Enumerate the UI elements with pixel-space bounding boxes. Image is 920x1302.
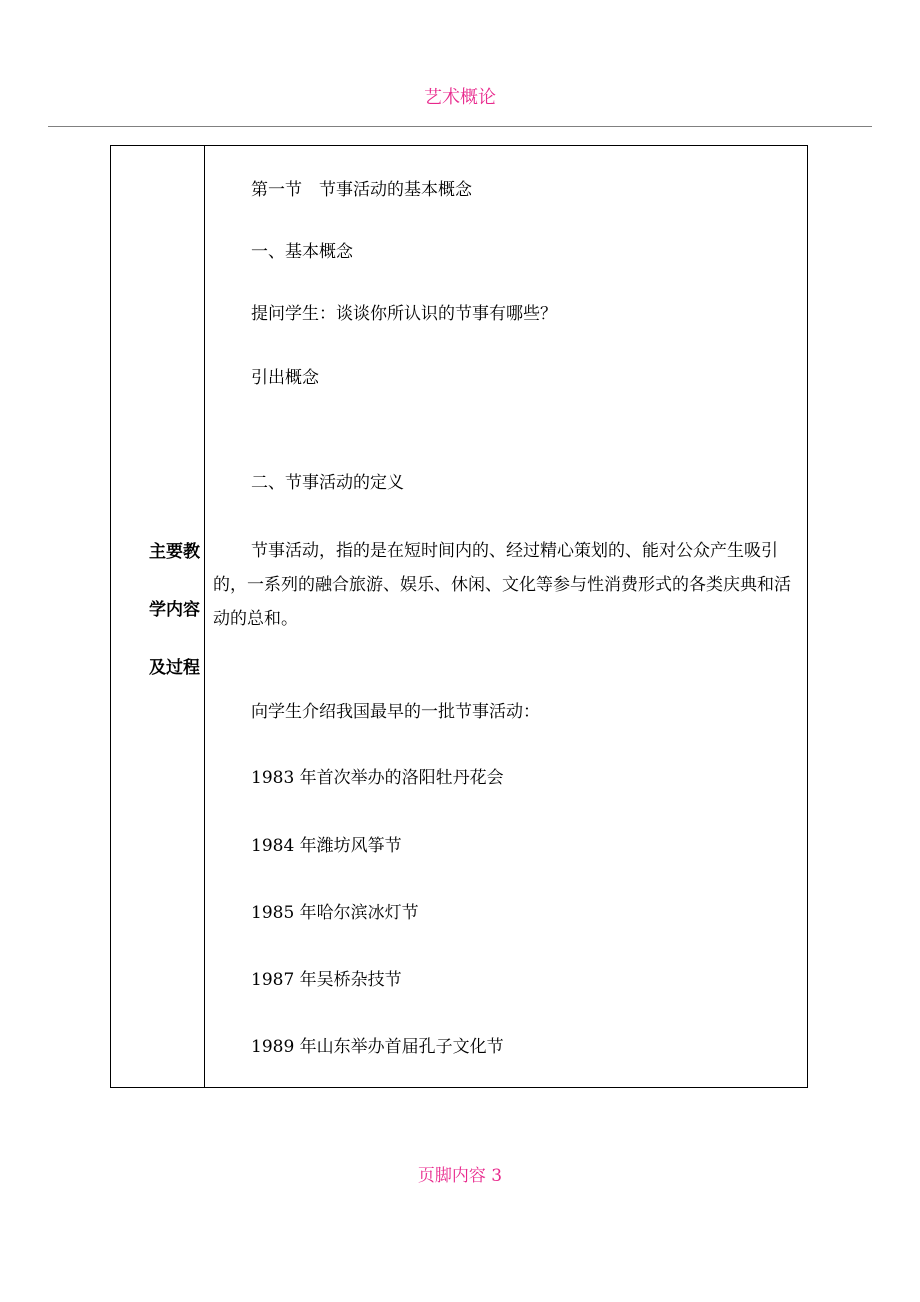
subheading-definition: 二、节事活动的定义 [251, 473, 404, 493]
header-divider [48, 126, 872, 127]
event-item: 1983 年首次举办的洛阳牡丹花会 [251, 768, 504, 788]
question-text: 提问学生：谈谈你所认识的节事有哪些？ [251, 304, 557, 324]
row-label-line-3: 及过程 [149, 658, 200, 678]
page-header-title: 艺术概论 [424, 87, 496, 108]
event-item: 1987 年吴桥杂技节 [251, 970, 402, 990]
row-label-line-2: 学内容 [149, 600, 200, 620]
row-content-cell [205, 146, 807, 1087]
row-label-cell [111, 146, 205, 1087]
lead-in-text: 引出概念 [251, 368, 319, 388]
lesson-table [110, 145, 808, 1088]
event-item: 1984 年潍坊风筝节 [251, 836, 402, 856]
row-label-line-1: 主要教 [149, 542, 200, 562]
event-list-intro: 向学生介绍我国最早的一批节事活动： [251, 702, 540, 722]
section-heading: 第一节 节事活动的基本概念 [251, 180, 472, 200]
event-item: 1989 年山东举办首届孔子文化节 [251, 1037, 504, 1057]
subheading-basic-concept: 一、基本概念 [251, 242, 353, 262]
definition-paragraph: 节事活动，指的是在短时间内的、经过精心策划的、能对公众产生吸引的，一系列的融合旅游、娱乐、休闲、文化等参与性消费形式的各类庆典和活动的总和。 [213, 541, 791, 629]
event-item: 1985 年哈尔滨冰灯节 [251, 903, 419, 923]
page-footer: 页脚内容 3 [417, 1166, 503, 1186]
